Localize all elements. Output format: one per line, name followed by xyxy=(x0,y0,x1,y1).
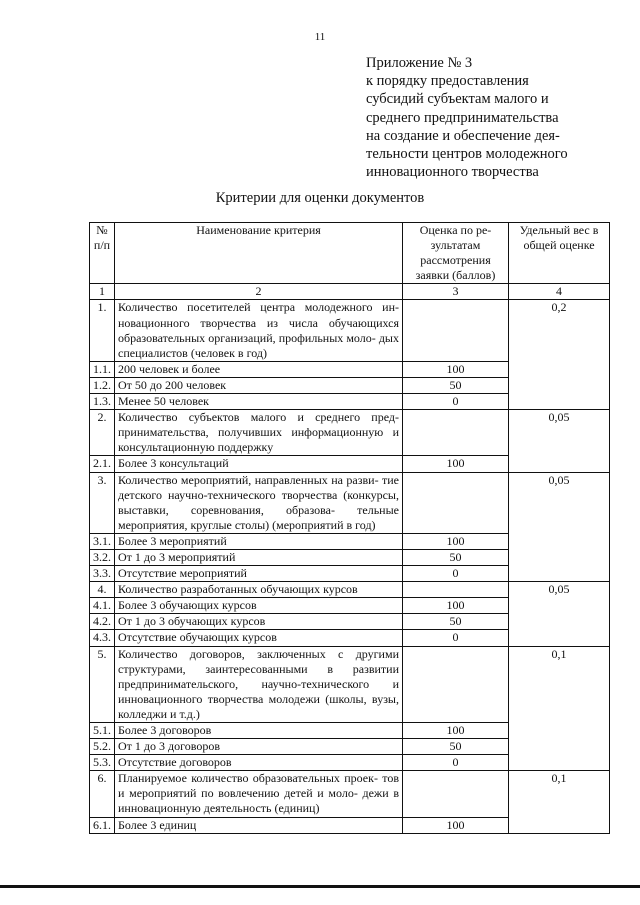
appendix-line: к порядку предоставления xyxy=(366,73,529,90)
row-name: Более 3 договоров xyxy=(115,723,403,739)
row-num: 5.3. xyxy=(90,755,115,771)
row-num: 1. xyxy=(90,300,115,361)
column-number: 2 xyxy=(115,284,403,300)
row-name: Количество договоров, заключенных с другими структурами, заинтересованными в развитии предпринимательского, научно-технического и инновационного творчества молодежи (школы, вузы, колледжи и т.д.) xyxy=(115,646,403,722)
appendix-note xyxy=(366,54,616,181)
row-num: 3. xyxy=(90,472,115,533)
row-name: Количество субъектов малого и среднего пред- принимательства, получивших информационную и консультационную поддержку xyxy=(115,410,403,456)
column-number: 4 xyxy=(509,284,610,300)
appendix-line: на создание и обеспечение дея- xyxy=(366,127,560,144)
row-num: 5. xyxy=(90,646,115,722)
table-row xyxy=(90,582,610,598)
row-score: 0 xyxy=(403,755,509,771)
appendix-line: инновационного творчества xyxy=(366,164,539,181)
table-row xyxy=(90,771,610,817)
row-num: 1.3. xyxy=(90,394,115,410)
row-name: От 1 до 3 договоров xyxy=(115,739,403,755)
table-row xyxy=(90,646,610,722)
row-num: 4. xyxy=(90,582,115,598)
table-header-row xyxy=(90,223,610,284)
row-name: 200 человек и более xyxy=(115,361,403,377)
row-weight: 0,05 xyxy=(509,582,610,646)
appendix-line: Приложение № 3 xyxy=(366,55,473,71)
row-name: Более 3 консультаций xyxy=(115,456,403,472)
row-score: 50 xyxy=(403,614,509,630)
row-name: Более 3 мероприятий xyxy=(115,533,403,549)
row-score: 100 xyxy=(403,598,509,614)
row-name: Более 3 обучающих курсов xyxy=(115,598,403,614)
row-score xyxy=(403,472,509,533)
column-number: 1 xyxy=(90,284,115,300)
row-weight: 0,05 xyxy=(509,472,610,582)
row-name: Количество мероприятий, направленных на разви- тие детского научно-технического творчества (конкурсы, выставки, соревнования, образова- тельные мероприятия, круглые столы) (мероприятий в год) xyxy=(115,472,403,533)
row-score: 100 xyxy=(403,533,509,549)
row-name: Планируемое количество образовательных проек- тов и мероприятий по вовлечению детей и моло- дежи в инновационную деятельность (единиц) xyxy=(115,771,403,817)
row-score: 0 xyxy=(403,566,509,582)
appendix-line: тельности центров молодежного xyxy=(366,146,568,163)
page-bottom-rule xyxy=(0,885,640,888)
row-num: 4.1. xyxy=(90,598,115,614)
row-weight: 0,05 xyxy=(509,410,610,472)
row-num: 1.1. xyxy=(90,361,115,377)
column-number-row xyxy=(90,284,610,300)
appendix-line: субсидий субъектам малого и xyxy=(366,91,549,108)
page-number: 11 xyxy=(314,31,326,43)
row-num: 6.1. xyxy=(90,817,115,833)
row-name: От 50 до 200 человек xyxy=(115,377,403,393)
row-name: Менее 50 человек xyxy=(115,394,403,410)
row-num: 3.3. xyxy=(90,566,115,582)
table-row xyxy=(90,410,610,456)
row-num: 2.1. xyxy=(90,456,115,472)
row-score: 100 xyxy=(403,817,509,833)
row-score xyxy=(403,771,509,817)
header-weight: Удельный вес в общей оценке xyxy=(509,223,610,284)
row-name: Количество посетителей центра молодежного ин- новационного творчества из числа обучающихся образовательных организаций, профильных моло- дых специалистов (человек в год) xyxy=(115,300,403,361)
row-weight: 0,1 xyxy=(509,771,610,833)
row-score xyxy=(403,646,509,722)
row-score: 0 xyxy=(403,630,509,646)
column-number: 3 xyxy=(403,284,509,300)
row-score: 50 xyxy=(403,377,509,393)
row-score: 100 xyxy=(403,361,509,377)
criteria-table xyxy=(89,222,610,834)
row-name: От 1 до 3 мероприятий xyxy=(115,549,403,565)
row-score xyxy=(403,300,509,361)
row-num: 1.2. xyxy=(90,377,115,393)
row-name: Отсутствие обучающих курсов xyxy=(115,630,403,646)
row-score xyxy=(403,410,509,456)
table-row xyxy=(90,472,610,533)
table-row xyxy=(90,300,610,361)
row-score xyxy=(403,582,509,598)
row-name: Отсутствие мероприятий xyxy=(115,566,403,582)
row-num: 6. xyxy=(90,771,115,817)
row-num: 2. xyxy=(90,410,115,456)
row-num: 3.1. xyxy=(90,533,115,549)
appendix-line: среднего предпринимательства xyxy=(366,109,559,126)
row-score: 100 xyxy=(403,723,509,739)
row-num: 3.2. xyxy=(90,549,115,565)
row-score: 0 xyxy=(403,394,509,410)
row-num: 5.2. xyxy=(90,739,115,755)
row-num: 4.3. xyxy=(90,630,115,646)
row-score: 50 xyxy=(403,739,509,755)
row-num: 4.2. xyxy=(90,614,115,630)
row-score: 50 xyxy=(403,549,509,565)
header-num: № п/п xyxy=(90,223,115,284)
row-name: Количество разработанных обучающих курсов xyxy=(115,582,403,598)
row-name: Более 3 единиц xyxy=(115,817,403,833)
row-name: От 1 до 3 обучающих курсов xyxy=(115,614,403,630)
header-score: Оценка по ре- зультатам рассмотрения заявки (баллов) xyxy=(403,223,509,284)
row-num: 5.1. xyxy=(90,723,115,739)
row-name: Отсутствие договоров xyxy=(115,755,403,771)
document-title: Критерии для оценки документов xyxy=(215,190,425,206)
header-name: Наименование критерия xyxy=(115,223,403,284)
row-weight: 0,1 xyxy=(509,646,610,771)
row-score: 100 xyxy=(403,456,509,472)
row-weight: 0,2 xyxy=(509,300,610,410)
